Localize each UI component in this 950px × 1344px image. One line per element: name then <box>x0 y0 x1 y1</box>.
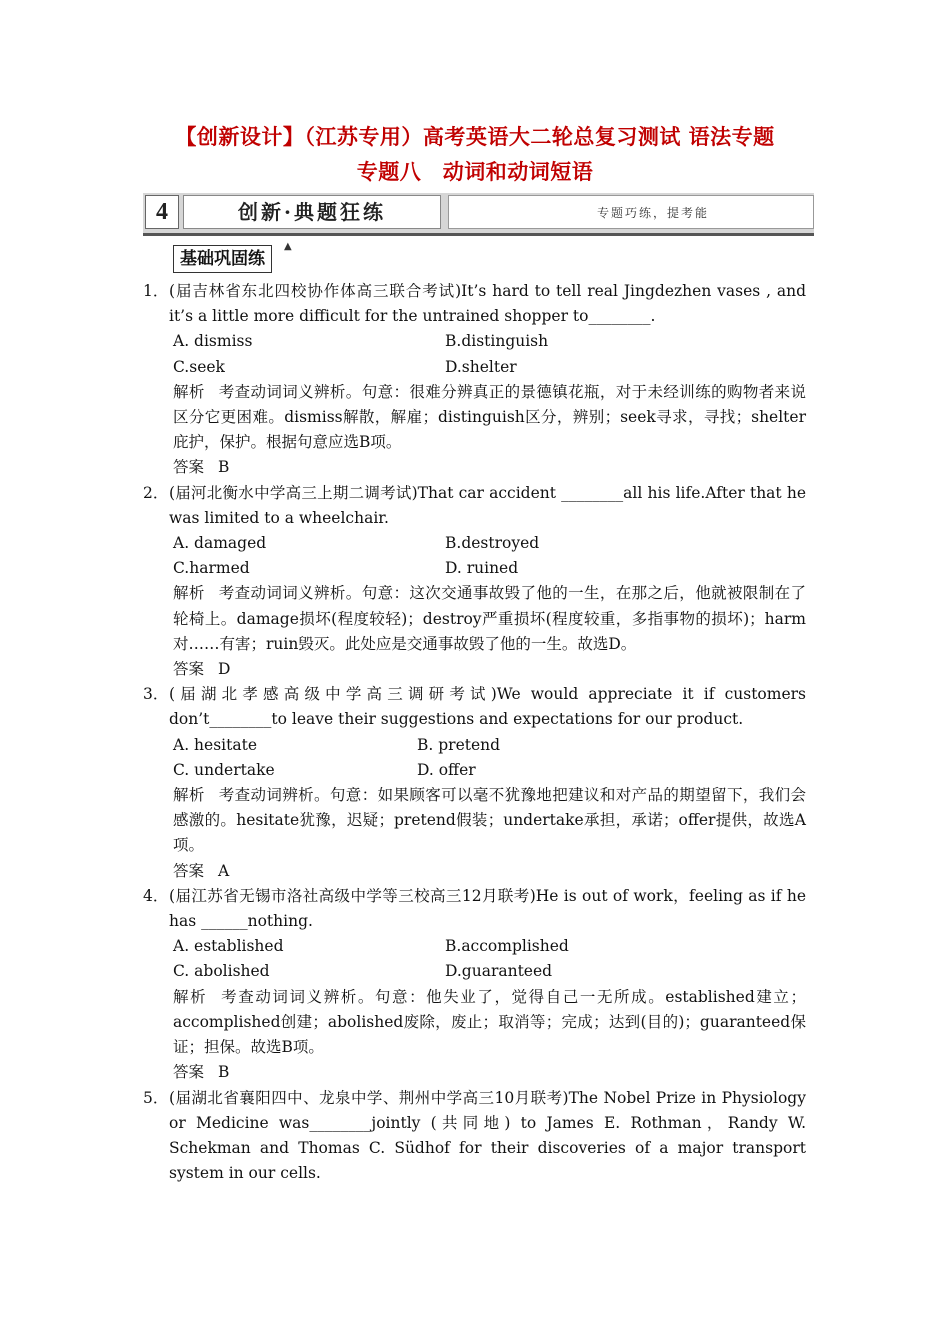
question-number: 5． <box>143 1088 169 1107</box>
explanation-label: 解析 <box>173 786 205 805</box>
answer-value: A <box>218 861 230 880</box>
answer <box>173 455 806 480</box>
explanation-label: 解析 <box>173 584 205 603</box>
section-heading: 基础巩固练 <box>173 245 272 273</box>
question-stem: (届吉林省东北四校协作体高三联合考试)It’s hard to tell real Jingdezhen vases , and it’s a little more difficult for the untrained shopper to________. <box>169 282 806 326</box>
option-a: A. dismiss <box>173 332 253 351</box>
option-d: D. ruined <box>445 559 519 578</box>
answer <box>173 1060 806 1085</box>
explanation-text: 考查动词辨析。句意：如果顾客可以毫不犹豫地把建议和对产品的期望留下，我们会感激的。hesitate犹豫，迟疑；pretend假装；undertake承担，承诺；offer提供，故选A项。 <box>173 786 806 855</box>
explanation-label: 解析 <box>173 987 208 1006</box>
answer <box>173 657 806 682</box>
banner-main-title: 创新·典题狂练 <box>183 195 441 229</box>
banner-subtitle: 专题巧练，提考能 <box>596 206 709 220</box>
option-b: B.distinguish <box>445 332 549 351</box>
answer-label: 答案 <box>173 1063 205 1082</box>
answer <box>173 859 806 884</box>
options <box>173 934 806 984</box>
option-a: A. hesitate <box>173 735 257 754</box>
question-number: 3． <box>143 685 169 704</box>
question-1 <box>143 279 806 481</box>
option-d: D.guaranteed <box>445 962 553 981</box>
question-4 <box>143 884 806 1086</box>
option-c: C.harmed <box>173 559 250 578</box>
option-a: A. established <box>173 937 284 956</box>
option-c: C. abolished <box>173 962 270 981</box>
option-d: D. offer <box>417 760 476 779</box>
options <box>173 733 806 783</box>
banner-number: 4 <box>145 195 179 229</box>
doc-title-line2: 专题八 动词和动词短语 <box>356 159 594 184</box>
explanation-text: 考查动词词义辨析。句意：很难分辨真正的景德镇花瓶，对于未经训练的购物者来说区分它更困难。dismiss解散，解雇；distinguish区分，辨别；seek寻求，寻找；shelter庇护，保护。根据句意应选B项。 <box>173 382 806 452</box>
question-2 <box>143 481 806 683</box>
question-3 <box>143 682 806 884</box>
option-c: C. undertake <box>173 760 275 779</box>
question-stem: (届河北衡水中学高三上期二调考试)That car accident ________all his life.After that he was limited to a wheelchair. <box>169 483 806 527</box>
question-number: 2． <box>143 483 169 502</box>
option-a: A. damaged <box>173 534 267 553</box>
option-b: B.accomplished <box>445 937 569 956</box>
explanation <box>173 985 806 1061</box>
options <box>173 531 806 581</box>
options <box>173 329 806 379</box>
answer-label: 答案 <box>173 861 205 880</box>
explanation-text: 考查动词词义辨析。句意：这次交通事故毁了他的一生，在那之后，他就被限制在了轮椅上。damage损坏(程度较轻)；destroy严重损坏(程度较重，多指事物的损坏)；harm对……有害；ruin毁灭。此处应是交通事故毁了他的一生。故选D。 <box>173 584 806 653</box>
answer-value: B <box>218 458 230 477</box>
section-banner <box>143 193 814 236</box>
question-number: 1． <box>143 282 169 300</box>
question-stem: (届湖北孝感高级中学高三调研考试)We would appreciate it if customers don’t________to leave their suggestions and expectations for our product. <box>169 685 806 729</box>
banner-subtitle-box <box>448 195 814 229</box>
explanation <box>173 380 806 456</box>
question-number: 4． <box>143 886 169 905</box>
option-b: B.destroyed <box>445 534 540 553</box>
explanation <box>173 783 806 859</box>
option-c: C.seek <box>173 357 225 376</box>
option-d: D.shelter <box>445 357 517 376</box>
answer-label: 答案 <box>173 660 205 679</box>
answer-value: B <box>218 1063 230 1082</box>
doc-title-line1: 【创新设计】（江苏专用）高考英语大二轮总复习测试 语法专题 <box>175 124 775 149</box>
answer-label: 答案 <box>173 458 205 477</box>
question-5 <box>143 1086 806 1187</box>
explanation <box>173 581 806 657</box>
answer-value: D <box>218 660 231 679</box>
section-mark-icon: ▲ <box>284 241 292 252</box>
explanation-label: 解析 <box>173 382 205 401</box>
option-b: B. pretend <box>417 735 501 754</box>
explanation-text: 考查动词词义辨析。句意：他失业了，觉得自己一无所成。established建立；accomplished创建；abolished废除，废止；取消等；完成；达到(目的)；guaranteed保证；担保。故选B项。 <box>173 987 806 1057</box>
question-list <box>143 279 806 1186</box>
question-stem: (届江苏省无锡市洛社高级中学等三校高三12月联考)He is out of work，feeling as if he has ______nothing. <box>169 886 806 931</box>
question-stem: (届湖北省襄阳四中、龙泉中学、荆州中学高三10月联考)The Nobel Prize in Physiology or Medicine was________jointly (共同地) to James E. Rothman，Randy W. Schekman and Thomas C. Südhof for their discoveries of a major transport system in our cells. <box>169 1088 806 1183</box>
